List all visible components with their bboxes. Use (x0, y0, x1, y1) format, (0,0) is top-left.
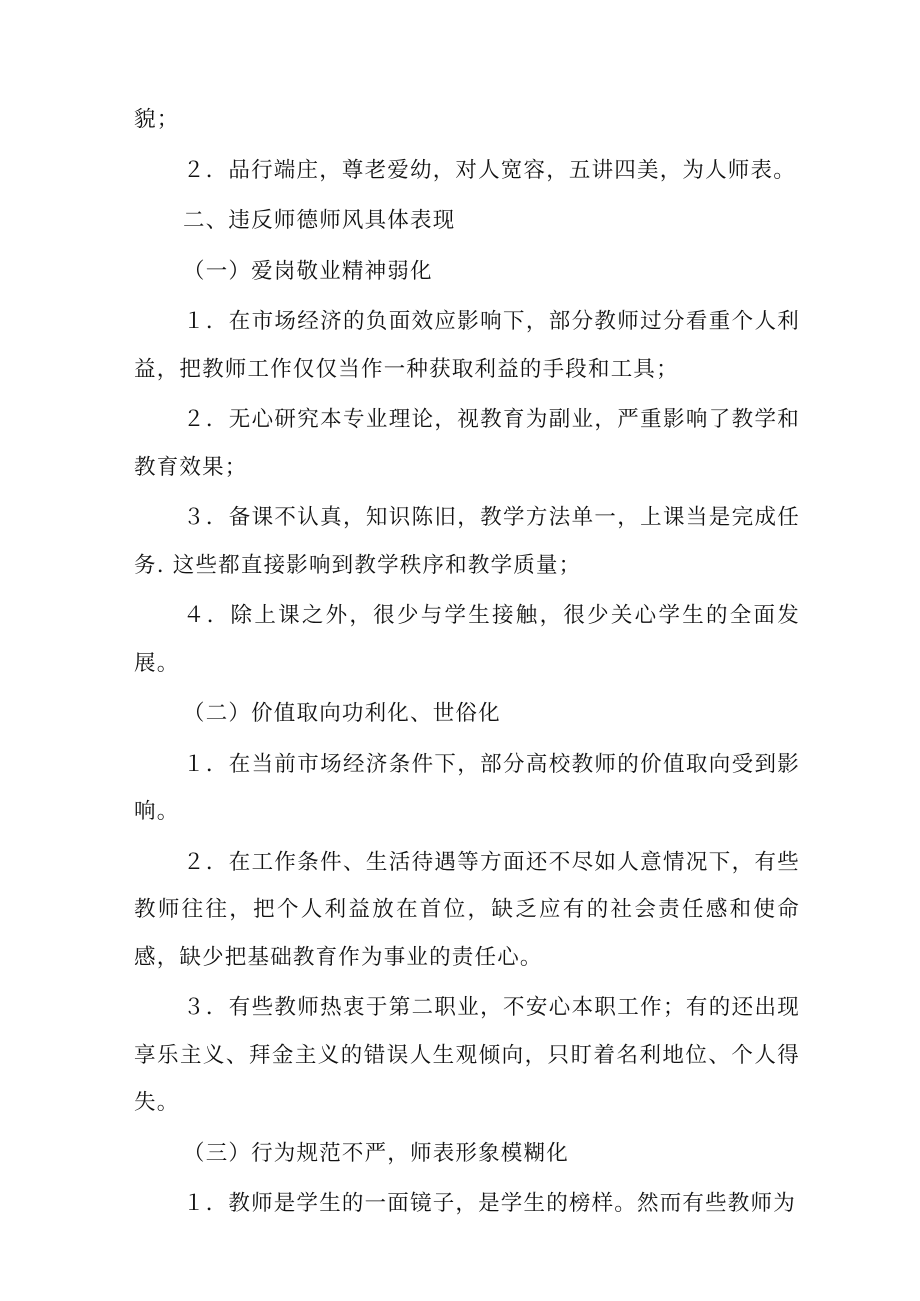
subsection-heading-2: （二）价值取向功利化、世俗化 (183, 701, 501, 726)
paragraph-2-1: １．在当前市场经济条件下，部分高校教师的价值取向受到影响。 (134, 751, 800, 824)
paragraph-item-2: ２．品行端庄，尊老爱幼，对人宽容，五讲四美，为人师表。 (183, 157, 796, 183)
paragraph-2-2: ２．在工作条件、生活待遇等方面还不尽如人意情况下，有些教师往往，把个人利益放在首位，缺乏应有的社会责任感和使命感，缺少把基础教育作为事业的责任心。 (134, 849, 800, 970)
paragraph-1-4: ４．除上课之外，很少与学生接触，很少关心学生的全面发展。 (134, 603, 800, 676)
paragraph-continuation: 貌； (134, 107, 180, 132)
paragraph-2-3: ３．有些教师热衷于第二职业，不安心本职工作；有的还出现享乐主义、拜金主义的错误人生观倾向，只盯着名利地位、个人得失。 (134, 995, 800, 1115)
paragraph-1-3: ３．备课不认真，知识陈旧，教学方法单一，上课当是完成任务. 这些都直接影响到教学秩序和教学质量； (134, 505, 800, 578)
subsection-heading-1: （一）爱岗敬业精神弱化 (183, 258, 433, 284)
document-body (134, 96, 800, 1228)
paragraph-3-1: １．教师是学生的一面镜子，是学生的榜样。然而有些教师为 (183, 1191, 796, 1216)
subsection-heading-3: （三）行为规范不严，师表形象模糊化 (183, 1140, 569, 1166)
paragraph-1-2: ２．无心研究本专业理论，视教育为副业，严重影响了教学和教育效果； (134, 407, 800, 480)
paragraph-1-1: １．在市场经济的负面效应影响下，部分教师过分看重个人利益，把教师工作仅仅当作一种获取利益的手段和工具； (134, 309, 800, 382)
section-heading: 二、违反师德师风具体表现 (183, 208, 456, 233)
